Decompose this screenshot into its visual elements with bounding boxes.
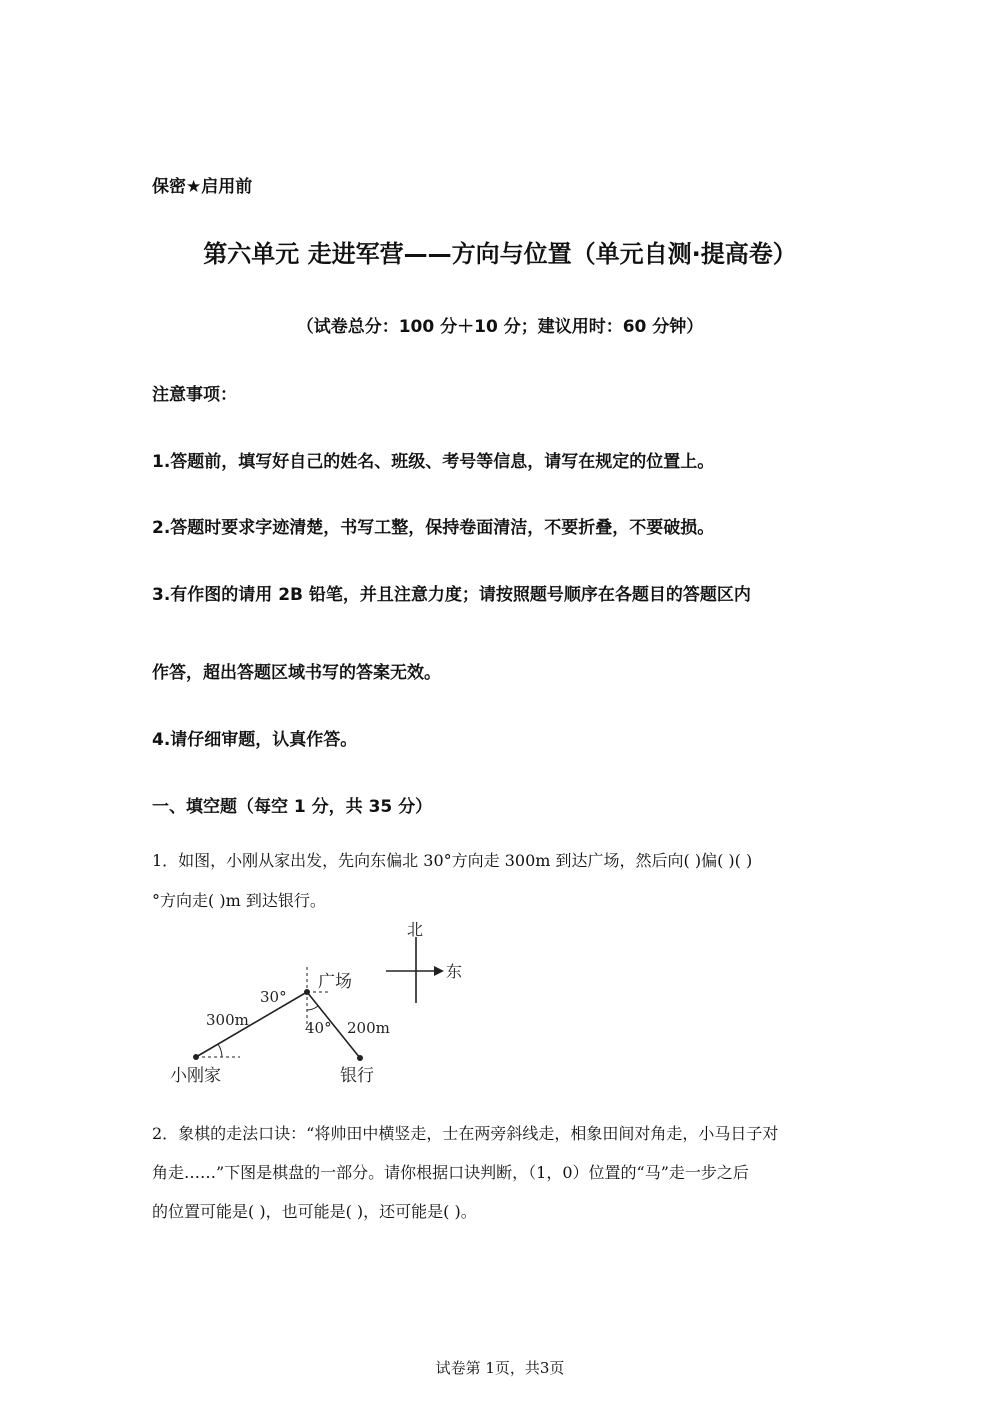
question-2-line-2: 角走……”下图是棋盘的一部分。请你根据口诀判断，（1，0）位置的“马”走一步之后 — [152, 1163, 749, 1182]
question-2-line-3: 的位置可能是( )，也可能是( )，还可能是( )。 — [152, 1202, 477, 1221]
notice-item-4: 4.请仔细审题，认真作答。 — [152, 730, 358, 750]
question-1-line-2: °方向走( )m 到达银行。 — [152, 891, 326, 910]
page-title: 第六单元 走进军营——方向与位置（单元自测·提高卷） — [203, 240, 797, 268]
east-arrow-icon — [434, 966, 444, 976]
page-subtitle: （试卷总分：100 分＋10 分；建议用时：60 分钟） — [296, 317, 704, 337]
bank-label: 银行 — [340, 1066, 374, 1086]
home-point — [193, 1054, 199, 1060]
notice-item-3-continued: 作答，超出答题区域书写的答案无效。 — [152, 663, 441, 683]
notice-heading: 注意事项： — [152, 385, 237, 405]
square-point — [304, 989, 310, 995]
north-label: 北 — [407, 920, 424, 939]
angle-40-label: 40° — [305, 1019, 332, 1037]
confidential-label: 保密★启用前 — [152, 177, 253, 197]
angle-30-label: 30° — [260, 988, 287, 1006]
question-1-line-1: 1．如图，小刚从家出发，先向东偏北 30°方向走 300m 到达广场，然后向( )偏( )( ) — [152, 851, 753, 870]
notice-item-3: 3.有作图的请用 2B 铅笔，并且注意力度；请按照题号顺序在各题目的答题区内 — [152, 585, 751, 605]
home-label: 小刚家 — [170, 1066, 221, 1086]
bank-point — [357, 1055, 363, 1061]
east-label: 东 — [446, 962, 463, 981]
notice-item-1: 1.答题前，填写好自己的姓名、班级、考号等信息，请写在规定的位置上。 — [152, 452, 715, 472]
direction-figure — [160, 915, 480, 1095]
distance-200m-label: 200m — [347, 1019, 390, 1037]
page-footer: 试卷第 1页，共3页 — [435, 1359, 565, 1377]
notice-item-2: 2.答题时要求字迹清楚，书写工整，保持卷面清洁，不要折叠，不要破损。 — [152, 518, 715, 538]
section-heading-fill-in: 一、填空题（每空 1 分，共 35 分） — [152, 797, 433, 817]
home-angle-arc — [218, 1044, 222, 1057]
square-label: 广场 — [318, 972, 352, 992]
square-angle-arc — [307, 1006, 318, 1010]
question-2-line-1: 2．象棋的走法口诀：“将帅田中横竖走，士在两旁斜线走，相象田间对角走，小马日子对 — [152, 1124, 779, 1143]
distance-300m-label: 300m — [206, 1011, 249, 1029]
